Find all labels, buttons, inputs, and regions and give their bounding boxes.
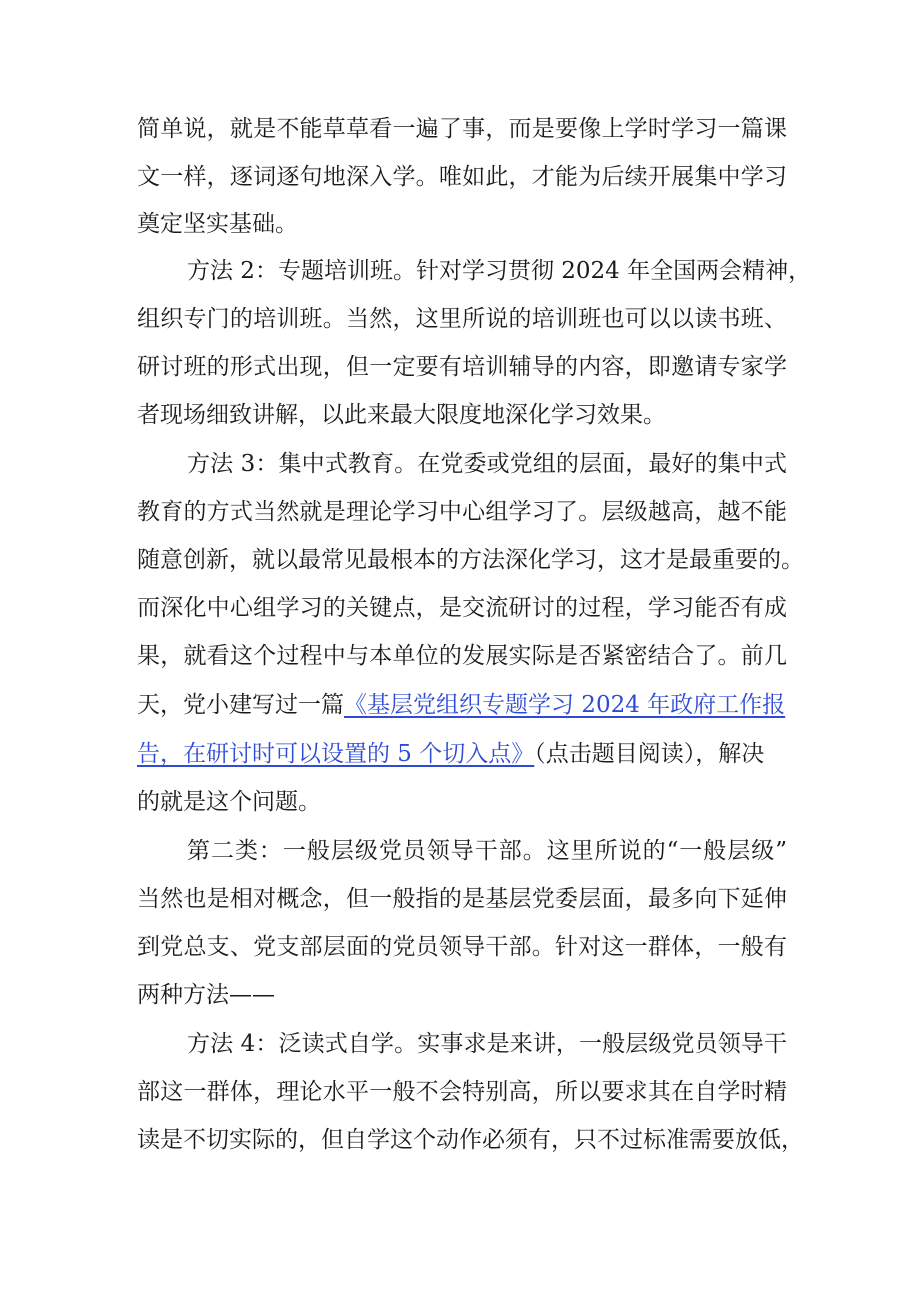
paragraph-line: 简单说，就是不能草草看一遍了事，而是要像上学时学习一篇课 — [137, 116, 787, 142]
paragraph-line: 文一样，逐词逐句地深入学。唯如此，才能为后续开展集中学习 — [137, 164, 787, 190]
paragraph-line: 到党总支、党支部层面的党员领导干部。针对这一群体，一般有 — [137, 934, 787, 960]
line-prefix: 天，党小建写过一篇 — [137, 692, 344, 718]
paragraph-line: 奠定坚实基础。 — [137, 211, 298, 237]
article-link-part-1[interactable]: 《基层党组织专题学习 2024 年政府工作报 — [344, 692, 786, 718]
paragraph-line: 随意创新，就以最常见最根本的方法深化学习，这才是最重要的。 — [137, 547, 804, 573]
paragraph-line: 方法 4：泛读式自学。实事求是来讲，一般层级党员领导干 — [187, 1031, 787, 1057]
line-suffix: （点击题目阅读），解决 — [534, 741, 765, 767]
paragraph-line: 方法 3：集中式教育。在党委或党组的层面，最好的集中式 — [187, 451, 787, 477]
paragraph-line: 读是不切实际的，但自学这个动作必须有，只不过标准需要放低， — [137, 1127, 804, 1153]
paragraph-line-with-link — [137, 690, 787, 720]
paragraph-line: 组织专门的培训班。当然，这里所说的培训班也可以以读书班、 — [137, 306, 787, 332]
paragraph-line: 部这一群体，理论水平一般不会特别高，所以要求其在自学时精 — [137, 1079, 787, 1105]
paragraph-line: 研讨班的形式出现，但一定要有培训辅导的内容，即邀请专家学 — [137, 354, 787, 380]
paragraph-line-with-link — [137, 739, 787, 769]
paragraph-line: 者现场细致讲解，以此来最大限度地深化学习效果。 — [137, 402, 666, 428]
paragraph-line: 方法 2：专题培训班。针对学习贯彻 2024 年全国两会精神， — [187, 258, 812, 284]
paragraph-line: 的就是这个问题。 — [137, 789, 321, 815]
article-link-part-2[interactable]: 告，在研讨时可以设置的 5 个切入点》 — [137, 741, 535, 767]
paragraph-line: 而深化中心组学习的关键点，是交流研讨的过程，学习能否有成 — [137, 595, 787, 621]
paragraph-line: 当然也是相对概念，但一般指的是基层党委层面，最多向下延伸 — [137, 886, 787, 912]
paragraph-line: 教育的方式当然就是理论学习中心组学习了。层级越高，越不能 — [137, 499, 787, 525]
paragraph-line: 第二类：一般层级党员领导干部。这里所说的“一般层级” — [187, 838, 787, 864]
paragraph-line: 两种方法—— — [137, 982, 275, 1008]
paragraph-line: 果，就看这个过程中与本单位的发展实际是否紧密结合了。前几 — [137, 643, 787, 669]
